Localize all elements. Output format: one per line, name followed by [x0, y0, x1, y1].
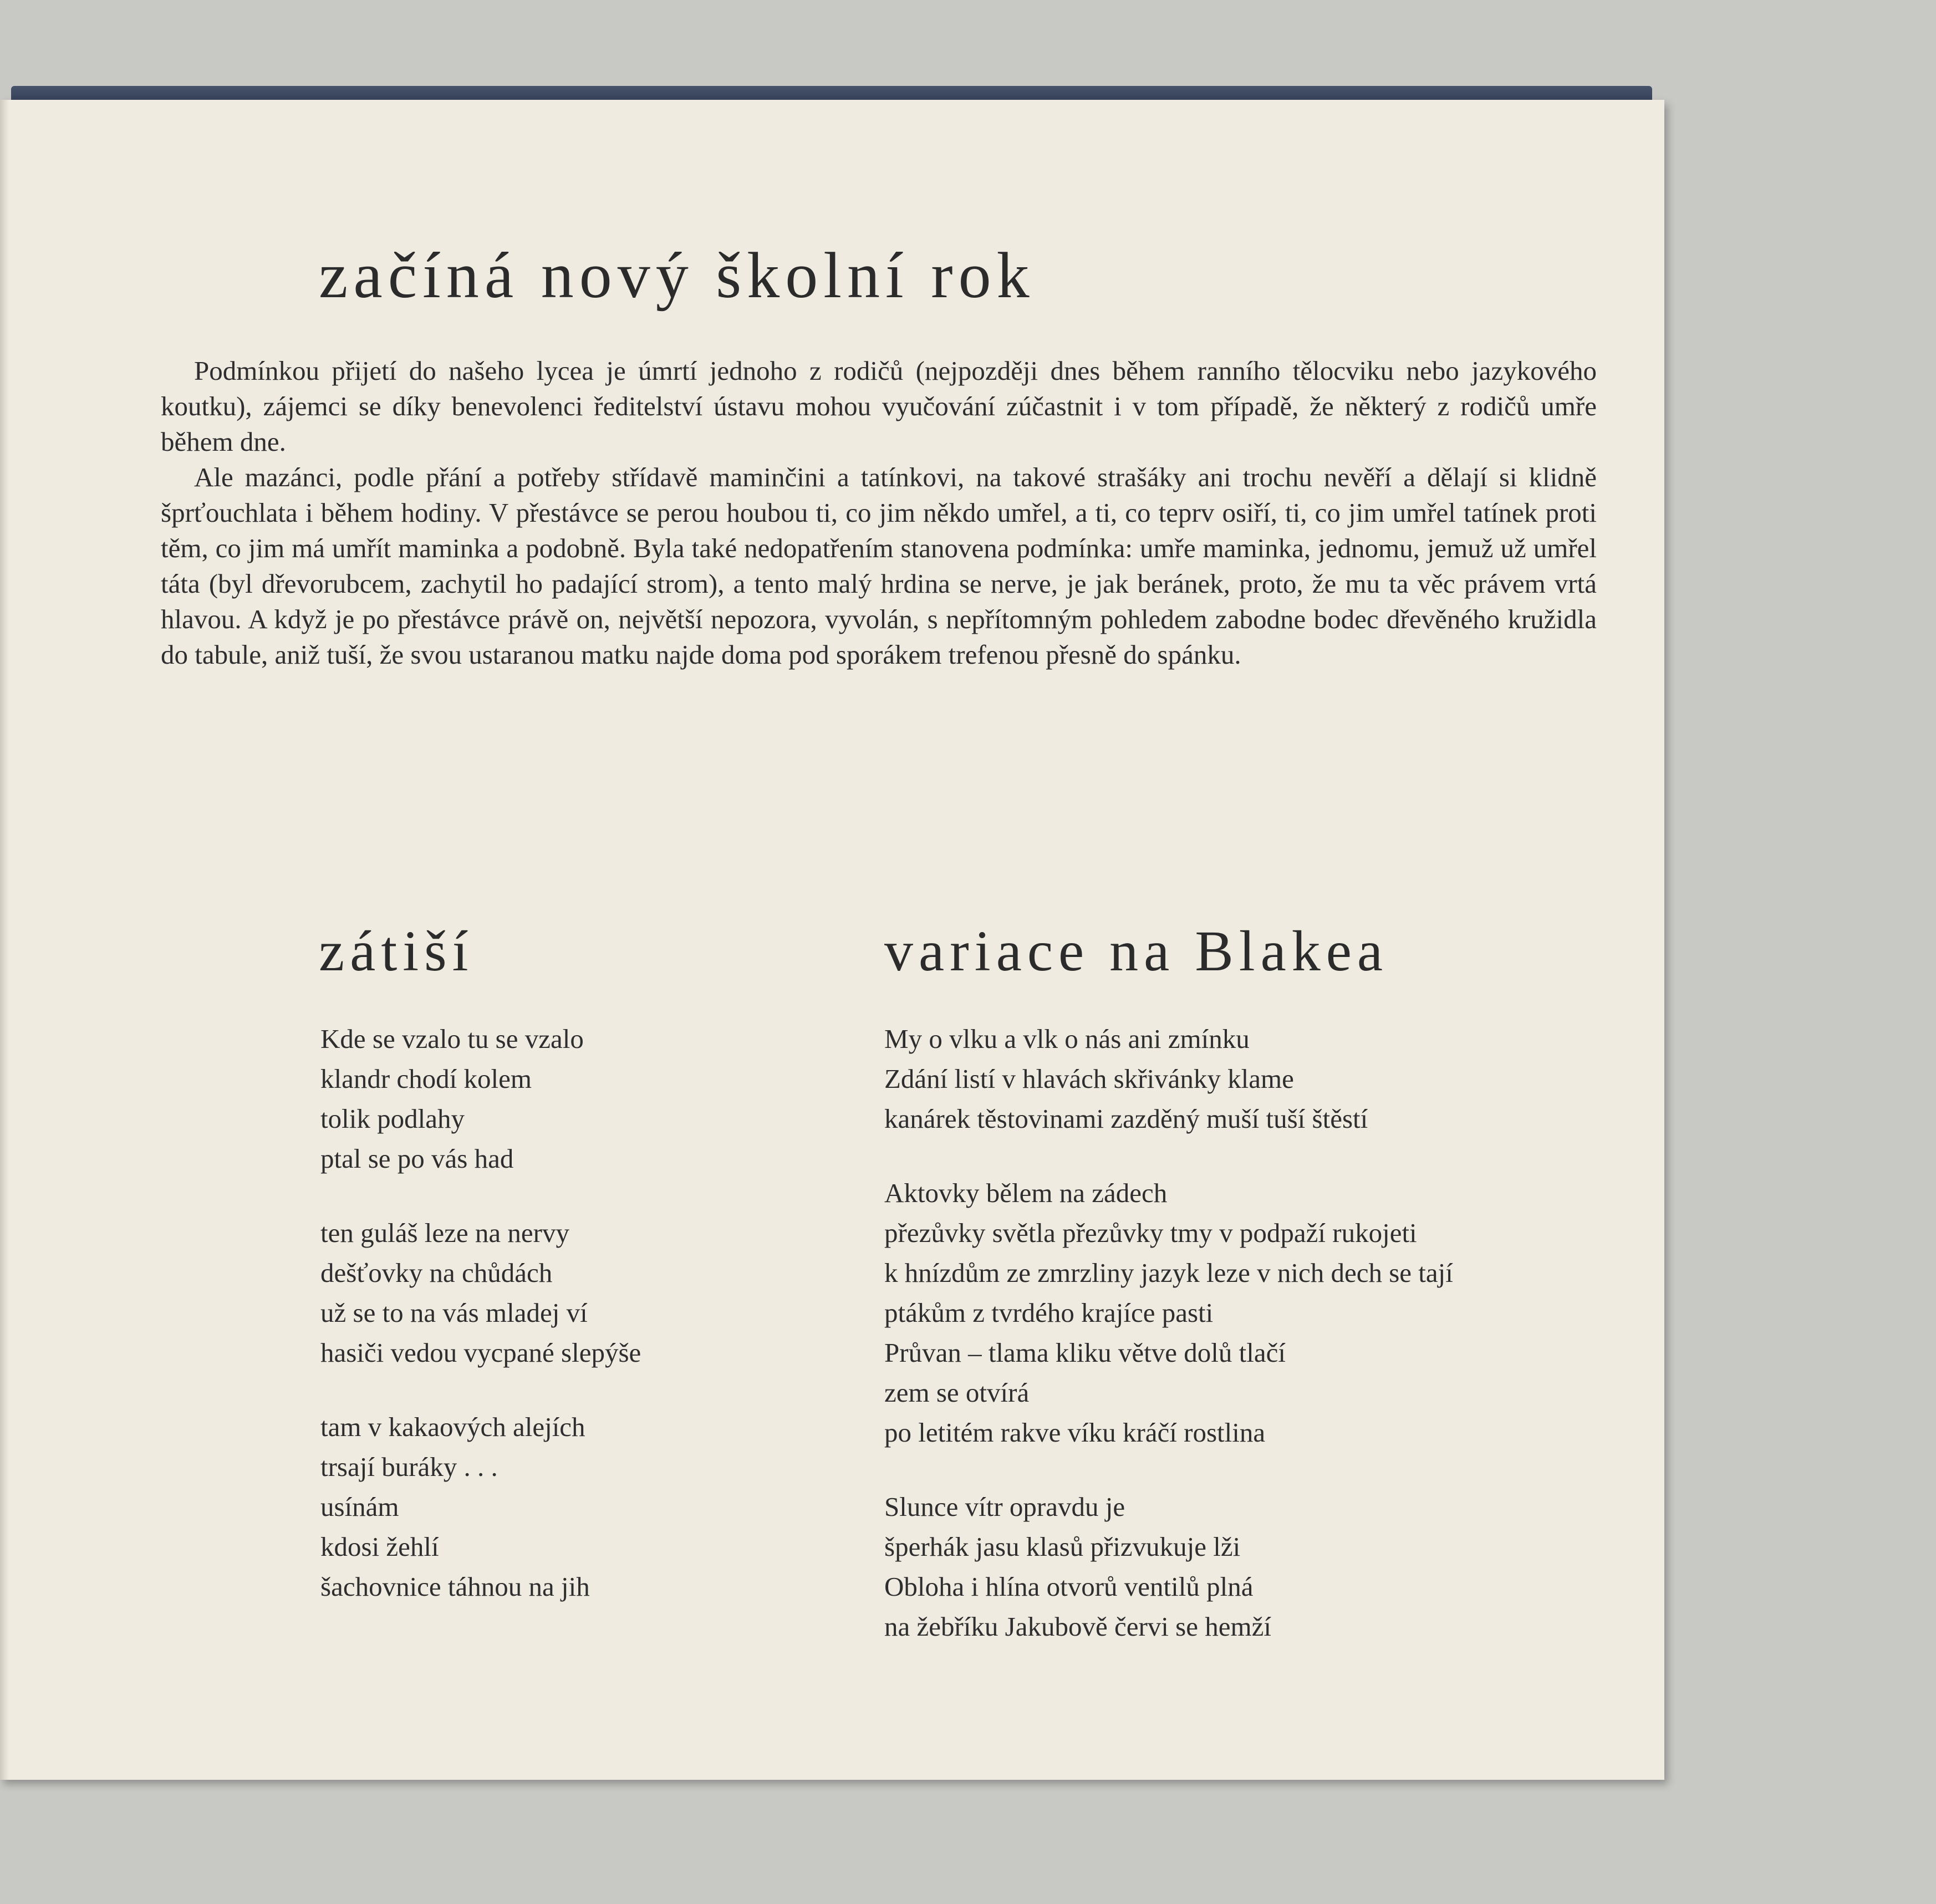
- intro-prose: [161, 353, 1597, 673]
- stanza: [884, 1019, 1638, 1139]
- stanza: [320, 1019, 819, 1179]
- verse-line: ptákům z tvrdého krajíce pasti: [884, 1297, 1214, 1328]
- verse-line: šachovnice táhnou na jih: [320, 1571, 590, 1602]
- stanza: [320, 1213, 819, 1373]
- verse-line: usínám: [320, 1491, 399, 1522]
- verse-line: Průvan – tlama kliku větve dolů tlačí: [884, 1337, 1286, 1368]
- verse-line: Kde se vzalo tu se vzalo: [320, 1024, 584, 1054]
- verse-line: hasiči vedou vycpané slepýše: [320, 1337, 641, 1368]
- verse-line: trsají buráky . . .: [320, 1452, 498, 1482]
- verse-line: k hnízdům ze zmrzliny jazyk leze v nich dech se tají: [884, 1258, 1453, 1288]
- stanza: [884, 1487, 1638, 1647]
- verse-line: ten guláš leze na nervy: [320, 1218, 569, 1248]
- verse-line: dešťovky na chůdách: [320, 1258, 553, 1288]
- verse-line: klandr chodí kolem: [320, 1063, 532, 1094]
- poem-right-body: [884, 1019, 1638, 1681]
- verse-line: po letitém rakve víku kráčí rostlina: [884, 1417, 1266, 1448]
- verse-line: Zdání listí v hlavách skřivánky klame: [884, 1063, 1294, 1094]
- verse-line: už se to na vás mladej ví: [320, 1297, 588, 1328]
- intro-paragraph: Ale mazánci, podle přání a potřeby střídavě maminčini a tatínkovi, na takové strašáky ani trochu nevěří a dělají si klidně šprťouchlata i během hodiny. V přestávce se perou houbou ti, co jim někdo umřel, a ti, co teprv osiří, ti, co jim umřel tatínek proti těm, co jim má umřít maminka a podobně. Byla také nedopatřením stanovena podmínka: umře maminka, jednomu, jemuž už umřel táta (byl dřevorubcem, zachytil ho padající strom), a tento malý hrdina se nerve, je jak beránek, proto, že mu ta věc právem vrtá hlavou. A když je po přestávce právě on, největší nepozora, vyvolán, s nepřítomným pohledem zabodne bodec dřevěného kružidla do tabule, aniž tuší, že svou ustaranou matku najde doma pod sporákem trefenou přesně do spánku.: [161, 462, 1597, 670]
- verse-line: na žebříku Jakubově červi se hemží: [884, 1611, 1271, 1642]
- stanza: [884, 1173, 1638, 1453]
- verse-line: My o vlku a vlk o nás ani zmínku: [884, 1024, 1250, 1054]
- verse-line: Obloha i hlína otvorů ventilů plná: [884, 1571, 1254, 1602]
- verse-line: tam v kakaových alejích: [320, 1412, 585, 1442]
- poem-right-title: variace na Blakea: [884, 919, 1389, 984]
- verse-line: ptal se po vás had: [320, 1143, 514, 1174]
- verse-line: tolik podlahy: [320, 1103, 465, 1134]
- verse-line: zem se otvírá: [884, 1377, 1030, 1408]
- verse-line: Aktovky bělem na zádech: [884, 1178, 1168, 1208]
- verse-line: Slunce vítr opravdu je: [884, 1491, 1125, 1522]
- verse-line: kdosi žehlí: [320, 1531, 439, 1562]
- poem-left-body: [320, 1019, 819, 1641]
- poem-left-title: zátiší: [319, 919, 474, 984]
- page-gutter-shadow: [0, 100, 9, 1780]
- page-title: začíná nový školní rok: [319, 239, 1035, 312]
- verse-line: přezůvky světla přezůvky tmy v podpaží rukojeti: [884, 1218, 1417, 1248]
- verse-line: kanárek těstovinami zazděný muší tuší štěstí: [884, 1103, 1368, 1134]
- stanza: [320, 1407, 819, 1607]
- verse-line: šperhák jasu klasů přizvukuje lži: [884, 1531, 1241, 1562]
- intro-paragraph: Podmínkou přijetí do našeho lycea je úmrtí jednoho z rodičů (nejpozději dnes během ranního tělocviku nebo jazykového koutku), zájemci se díky benevolenci ředitelství ústavu mohou vyučování zúčastnit i v tom případě, že některý z rodičů umře během dne.: [161, 355, 1597, 457]
